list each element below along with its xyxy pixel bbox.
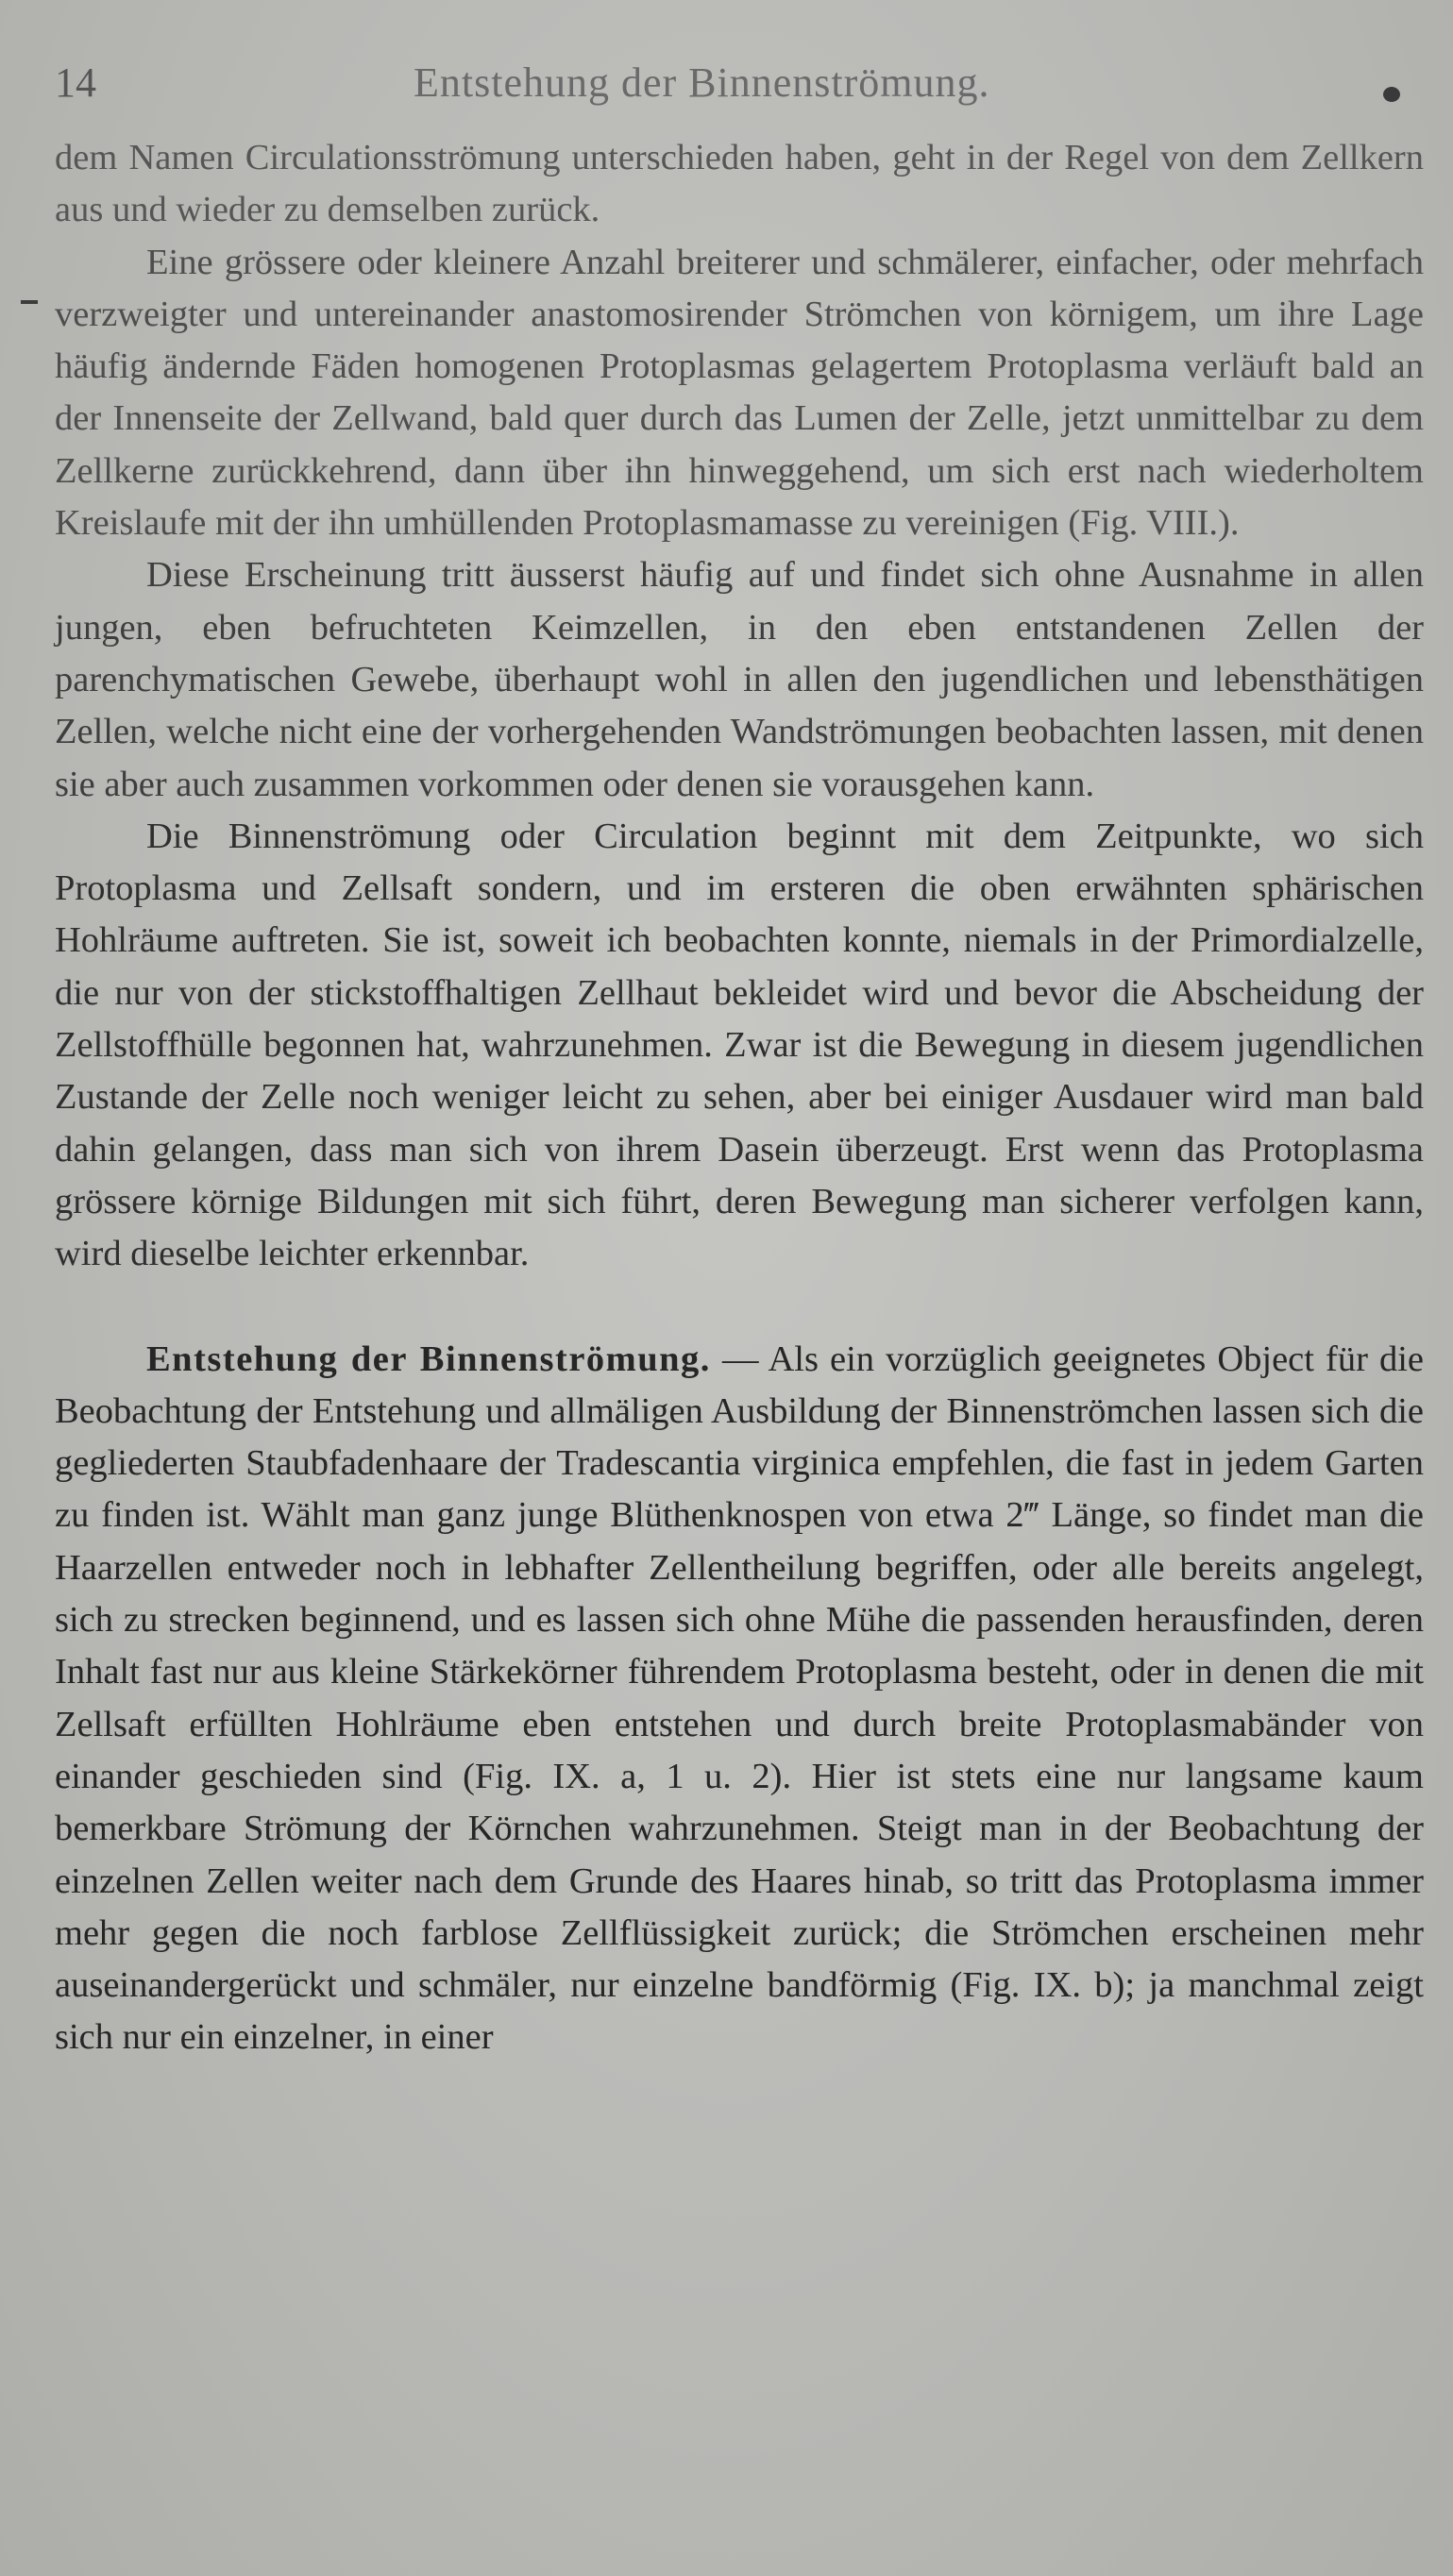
page-number: 14 bbox=[55, 59, 96, 106]
paragraph-continuation: dem Namen Circulationsströmung unterschieden haben, geht in der Regel von dem Zellkern aus und wieder zu demselben zurück. bbox=[55, 138, 1424, 230]
page-header bbox=[55, 59, 1424, 115]
paragraph-erscheinung: Diese Erscheinung tritt äusserst häufig auf und findet sich ohne Ausnahme in allen jungen, eben befruchteten Keimzellen, in den eben entstandenen Zellen der parenchymatischen Gewebe, überhaupt wohl in allen den jugendlichen und lebensthätigen Zellen, welche nicht eine der vorhergehenden Wandströmungen beobachten lassen, mit denen sie aber auch zusammen vorkommen oder denen sie vorausgehen kann. bbox=[55, 555, 1424, 804]
paragraph-binnenströmung: Die Binnenströmung oder Circulation beginnt mit dem Zeitpunkte, wo sich Protoplasma und Zellsaft sondern, und im ersteren die oben erwähnten sphärischen Hohlräume auftreten. Sie ist, soweit ich beobachten konnte, niemals in der Primordialzelle, die nur von der stickstoffhaltigen Zellhaut bekleidet wird und bevor die Abscheidung der Zellstoffhülle begonnen hat, wahrzunehmen. Zwar ist die Bewegung in diesem jugendlichen Zustande der Zelle noch weniger leicht zu sehen, aber bei einiger Ausdauer wird man bald dahin gelangen, dass man sich von ihrem Dasein überzeugt. Erst wenn das Protoplasma grössere körnige Bildungen mit sich führt, deren Bewegung man sicherer verfolgen kann, wird dieselbe leichter erkennbar. bbox=[55, 816, 1424, 1274]
ink-speck bbox=[1383, 87, 1400, 102]
body-text bbox=[55, 132, 1424, 2064]
running-head: Entstehung der Binnenströmung. bbox=[414, 59, 990, 106]
section-entstehung bbox=[55, 1334, 1424, 2064]
paragraph-strömchen: Eine grössere oder kleinere Anzahl breiterer und schmälerer, einfacher, oder mehrfach verzweigter und untereinander anastomosirender Strömchen von körnigem, um ihre Lage häufig ändernde Fäden homogenen Protoplasmas gelagertem Protoplasma verläuft bald an der Innenseite der Zellwand, bald quer durch das Lumen der Zelle, jetzt unmittelbar zu dem Zellkerne zurückkehrend, dann über ihn hinweggehend, um sich erst nach wiederholtem Kreislaufe mit der ihn umhüllenden Protoplasmamasse zu vereinigen (Fig. VIII.). bbox=[55, 242, 1424, 544]
margin-dash-mark bbox=[21, 300, 38, 304]
section-heading: Entstehung der Binnenströmung. bbox=[146, 1339, 711, 1379]
section-text: — Als ein vorzüglich geeignetes Object für die Beobachtung der Entstehung und allmäligen Ausbildung der Binnenströmchen lassen sich die gegliederten Staubfadenhaare der Tradescantia virginica empfehlen, die fast in jedem Garten zu finden ist. Wählt man ganz junge Blüthenknospen von etwa 2‴ Länge, so findet man die Haarzellen entweder noch in lebhafter Zellentheilung begriffen, oder alle bereits angelegt, sich zu strecken beginnend, und es lassen sich ohne Mühe die passenden herausfinden, deren Inhalt fast nur aus kleine Stärkekörner führendem Protoplasma besteht, oder in denen die mit Zellsaft erfüllten Hohlräume eben entstehen und durch breite Protoplasmabänder von einander geschieden sind (Fig. IX. a, 1 u. 2). Hier ist stets eine nur langsame kaum bemerkbare Strömung der Körnchen wahrzunehmen. Steigt man in der Beobachtung der einzelnen Zellen weiter nach dem Grunde des Haares hinab, so tritt das Protoplasma immer mehr gegen die noch farblose Zellflüssigkeit zurück; die Strömchen erscheinen mehr auseinandergerückt und schmäler, nur einzelne bandförmig (Fig. IX. b); ja manchmal zeigt sich nur ein einzelner, in einer bbox=[55, 1339, 1425, 2058]
